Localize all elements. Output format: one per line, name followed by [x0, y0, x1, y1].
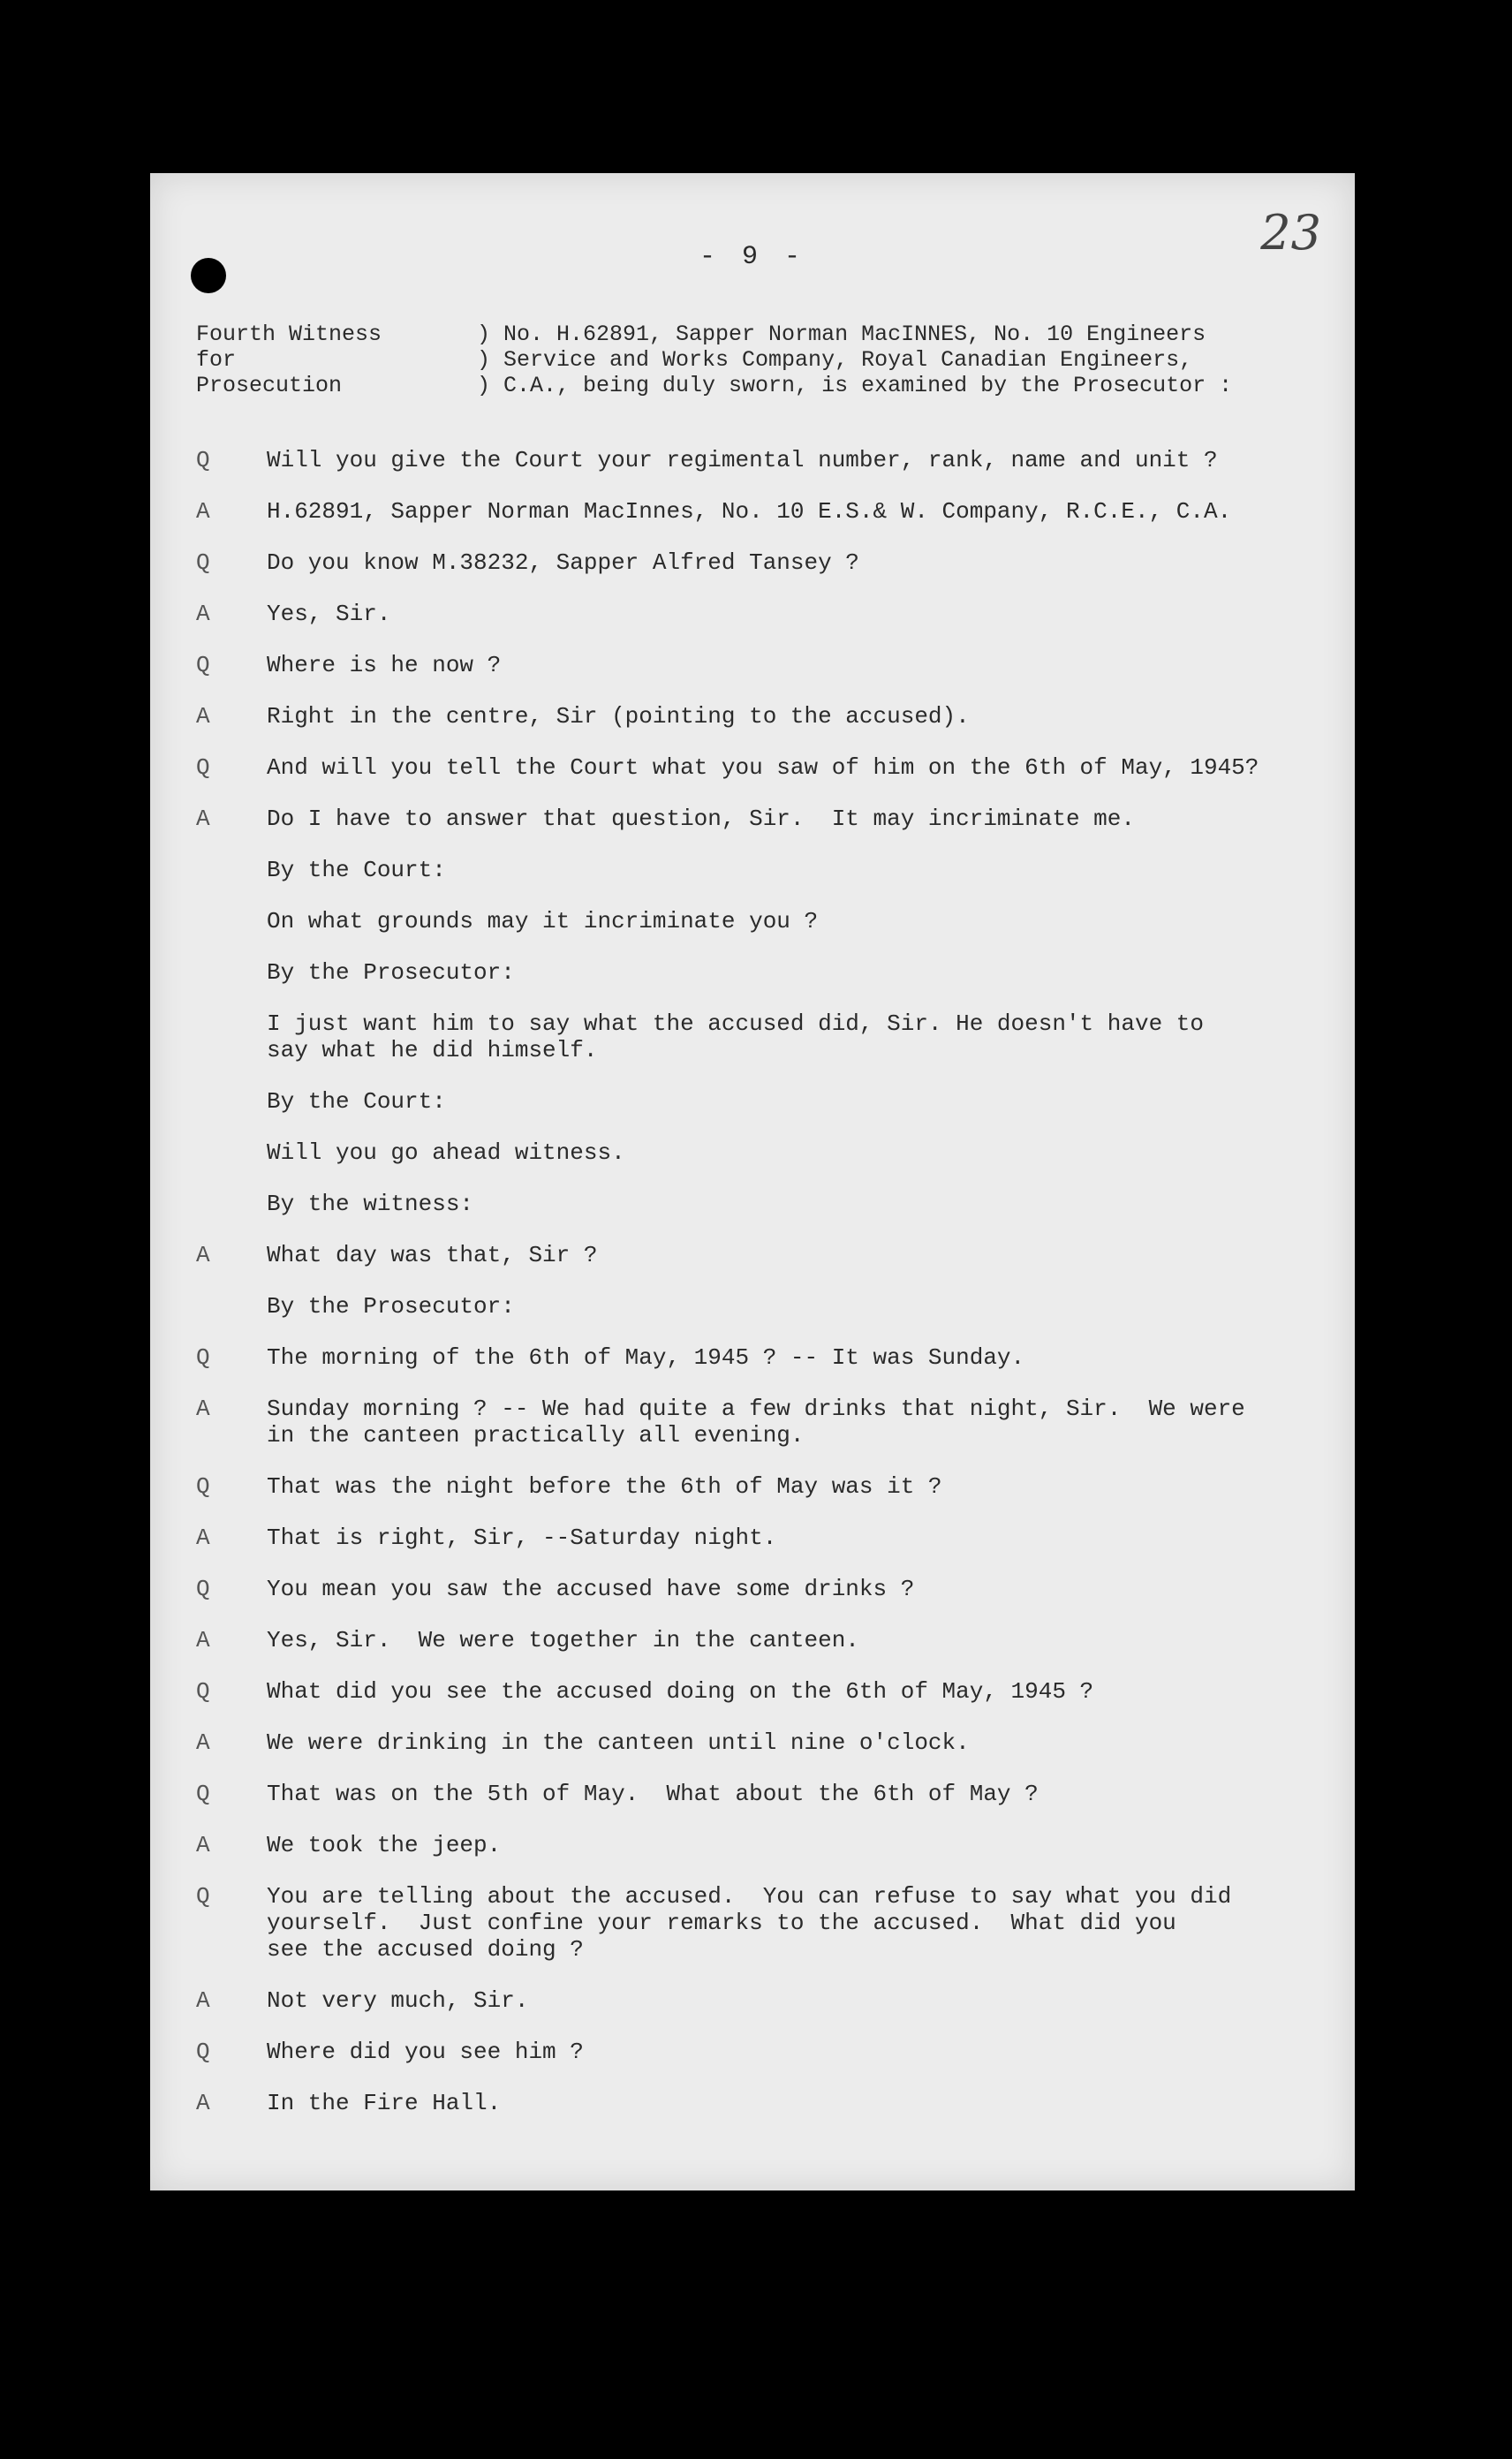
transcript-text: Where did you see him ?	[267, 2039, 584, 2065]
speaker-marker: Q	[196, 1576, 210, 1602]
transcript-text: By the Court:	[267, 1088, 446, 1115]
transcript	[196, 447, 1344, 2141]
speaker-marker: A	[196, 703, 210, 730]
speaker-marker: Q	[196, 2039, 210, 2065]
transcript-line	[196, 1832, 1344, 1858]
transcript-text: By the Prosecutor:	[267, 959, 515, 986]
speaker-marker: Q	[196, 549, 210, 576]
transcript-line	[196, 2090, 1344, 2116]
transcript-text: Yes, Sir. We were together in the canteen.	[267, 1627, 859, 1653]
transcript-line	[196, 1473, 1344, 1500]
speaker-marker: A	[196, 601, 210, 627]
witness-header-description: ) No. H.62891, Sapper Norman MacINNES, No. 10 Engineers ) Service and Works Company, Royal Canadian Engineers, ) C.A., being duly sworn, is examined by the Prosecutor :	[477, 322, 1233, 398]
transcript-text: On what grounds may it incriminate you ?	[267, 908, 819, 934]
speaker-marker	[196, 1191, 267, 1217]
speaker-marker	[196, 1088, 267, 1115]
transcript-text: You mean you saw the accused have some drinks ?	[267, 1576, 915, 1602]
transcript-line	[196, 1396, 1344, 1449]
transcript-line	[196, 754, 1344, 781]
speaker-marker: Q	[196, 652, 210, 678]
transcript-line	[196, 1525, 1344, 1551]
transcript-line	[196, 601, 1344, 627]
speaker-marker: Q	[196, 1473, 210, 1500]
transcript-text: Will you go ahead witness.	[267, 1139, 625, 1166]
transcript-line	[196, 498, 1344, 525]
transcript-line	[196, 447, 1344, 473]
transcript-text: I just want him to say what the accused did, Sir. He doesn't have to say what he did himself.	[267, 1010, 1204, 1063]
transcript-line	[196, 1139, 1344, 1166]
transcript-line	[196, 549, 1344, 576]
transcript-line	[196, 1191, 1344, 1217]
transcript-text: That is right, Sir, --Saturday night.	[267, 1525, 777, 1551]
speaker-marker: A	[196, 1729, 210, 1756]
transcript-text: H.62891, Sapper Norman MacInnes, No. 10 E.S.& W. Company, R.C.E., C.A.	[267, 498, 1232, 525]
transcript-text: Sunday morning ? -- We had quite a few drinks that night, Sir. We were in the canteen practically all evening.	[267, 1396, 1245, 1449]
speaker-marker: Q	[196, 447, 210, 473]
transcript-line	[196, 857, 1344, 883]
folio-number: 23	[1260, 205, 1321, 261]
speaker-marker: A	[196, 1627, 210, 1653]
document-page	[150, 173, 1355, 2190]
transcript-text: You are telling about the accused. You can refuse to say what you did yourself. Just confine your remarks to the accused. What did you see the accused doing ?	[267, 1883, 1232, 1963]
speaker-marker: A	[196, 1987, 210, 2014]
speaker-marker	[196, 1139, 267, 1166]
transcript-line	[196, 703, 1344, 730]
transcript-line	[196, 1010, 1344, 1063]
transcript-line	[196, 1883, 1344, 1963]
transcript-line	[196, 1627, 1344, 1653]
speaker-marker: A	[196, 806, 210, 832]
transcript-line	[196, 959, 1344, 986]
speaker-marker: Q	[196, 1344, 210, 1371]
transcript-text: We were drinking in the canteen until nine o'clock.	[267, 1729, 970, 1756]
transcript-line	[196, 1344, 1344, 1371]
speaker-marker: A	[196, 498, 210, 525]
speaker-marker	[196, 1293, 267, 1320]
transcript-text: Do you know M.38232, Sapper Alfred Tansey ?	[267, 549, 859, 576]
speaker-marker	[196, 857, 267, 883]
transcript-line	[196, 1576, 1344, 1602]
witness-header-label: Fourth Witness for Prosecution	[196, 322, 382, 398]
transcript-text: By the witness:	[267, 1191, 474, 1217]
speaker-marker: Q	[196, 754, 210, 781]
transcript-text: By the Court:	[267, 857, 446, 883]
speaker-marker	[196, 959, 267, 986]
transcript-line	[196, 2039, 1344, 2065]
transcript-line	[196, 1088, 1344, 1115]
transcript-text: Not very much, Sir.	[267, 1987, 529, 2014]
transcript-text: And will you tell the Court what you saw of him on the 6th of May, 1945?	[267, 754, 1259, 781]
speaker-marker: A	[196, 1242, 210, 1268]
transcript-line	[196, 806, 1344, 832]
transcript-line	[196, 1987, 1344, 2014]
transcript-text: Do I have to answer that question, Sir. It may incriminate me.	[267, 806, 1135, 832]
transcript-text: That was on the 5th of May. What about the 6th of May ?	[267, 1781, 1039, 1807]
speaker-marker: A	[196, 2090, 210, 2116]
speaker-marker: A	[196, 1832, 210, 1858]
transcript-text: By the Prosecutor:	[267, 1293, 515, 1320]
transcript-text: Will you give the Court your regimental number, rank, name and unit ?	[267, 447, 1218, 473]
speaker-marker	[196, 1010, 267, 1063]
transcript-text: In the Fire Hall.	[267, 2090, 502, 2116]
transcript-text: Right in the centre, Sir (pointing to the accused).	[267, 703, 970, 730]
speaker-marker: Q	[196, 1781, 210, 1807]
transcript-line	[196, 652, 1344, 678]
transcript-text: That was the night before the 6th of May was it ?	[267, 1473, 942, 1500]
transcript-line	[196, 908, 1344, 934]
speaker-marker	[196, 908, 267, 934]
transcript-text: We took the jeep.	[267, 1832, 502, 1858]
witness-header	[196, 322, 1344, 424]
transcript-text: The morning of the 6th of May, 1945 ? -- It was Sunday.	[267, 1344, 1025, 1371]
transcript-text: What did you see the accused doing on the 6th of May, 1945 ?	[267, 1678, 1094, 1705]
speaker-marker: Q	[196, 1678, 210, 1705]
transcript-text: Yes, Sir.	[267, 601, 391, 627]
transcript-line	[196, 1781, 1344, 1807]
speaker-marker: A	[196, 1525, 210, 1551]
transcript-text: Where is he now ?	[267, 652, 502, 678]
transcript-line	[196, 1293, 1344, 1320]
transcript-line	[196, 1678, 1344, 1705]
speaker-marker: Q	[196, 1883, 210, 1910]
page-number: - 9 -	[699, 242, 805, 272]
transcript-line	[196, 1242, 1344, 1268]
speaker-marker: A	[196, 1396, 210, 1422]
transcript-text: What day was that, Sir ?	[267, 1242, 598, 1268]
transcript-line	[196, 1729, 1344, 1756]
